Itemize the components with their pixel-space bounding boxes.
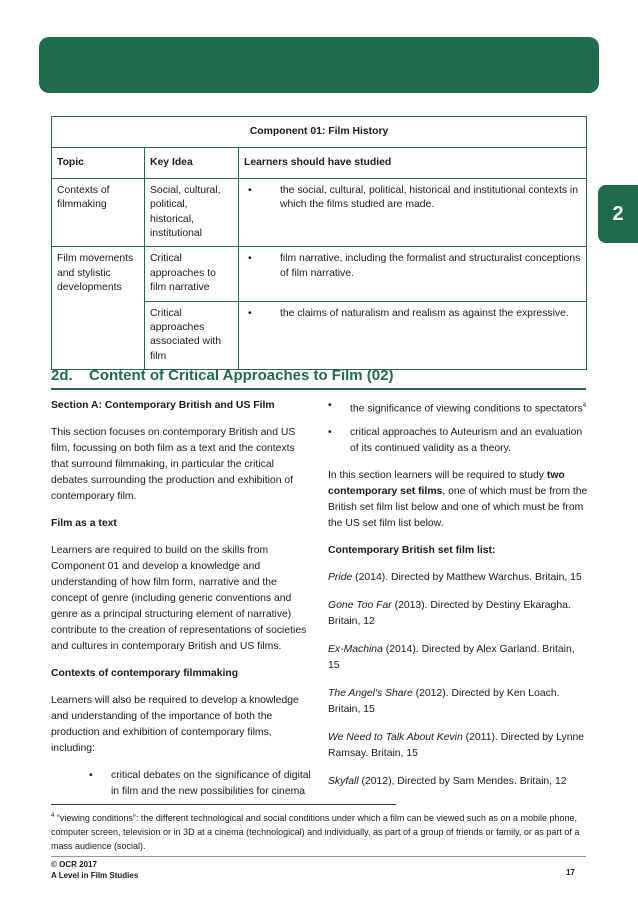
- section-number: 2d.: [51, 367, 73, 384]
- component-table: [51, 116, 587, 370]
- key-idea-cell: Social, cultural, political, historical, institutional: [145, 179, 239, 247]
- copyright: © OCR 2017: [51, 860, 97, 869]
- subheading: Film as a text: [51, 518, 117, 529]
- list-item-text: the significance of viewing conditions to spectators: [350, 403, 583, 415]
- text-run: , one of which must be from the British set film list below and one of which must be from the US set film list below.: [328, 486, 588, 530]
- list-item-text: critical approaches to Auteurism and an evaluation of its continued validity as a theory.: [350, 427, 583, 455]
- film-title: Skyfall: [328, 776, 359, 788]
- footnote: [51, 809, 586, 853]
- footnote-mark: 4: [51, 813, 55, 819]
- studied-text: film narrative, including the formalist and structuralist conceptions of film narrative.: [280, 253, 581, 279]
- film-title: Pride: [328, 572, 353, 584]
- film-title: We Need to Talk About Kevin: [328, 732, 463, 744]
- topic-cell: Film movements and stylistic developments: [52, 247, 145, 370]
- section-heading: [51, 367, 393, 384]
- film-details: (2014). Directed by Alex Garland. Britain, 15: [328, 644, 575, 672]
- paragraph: This section focuses on contemporary British and US film, focussing on both film as a text and the contexts that surround filmmaking, in particular the critical debates surrounding the production and exhibition of contemporary film.: [51, 427, 296, 502]
- footnote-text: “viewing conditions”: the different technological and social conditions under which a film can be viewed such as on a mobile phone, computer screen, television or in 3D at a cinema (technological) and individually, as part of a group of friends or family, or as part of a mass audience (social).: [51, 813, 580, 851]
- text-run: In this section learners will be required to study: [328, 470, 547, 482]
- table-row: [52, 179, 587, 247]
- table-header: Key Idea: [145, 148, 239, 179]
- document-title: A Level in Film Studies: [51, 871, 139, 880]
- table-caption: Component 01: Film History: [52, 117, 587, 148]
- right-column: [328, 398, 588, 802]
- paragraph: Learners will also be required to develop a knowledge and understanding of the importance of both the production and exhibition of contemporary films, including:: [51, 695, 299, 754]
- paragraph: [328, 468, 588, 532]
- paragraph: Learners are required to build on the skills from Component 01 and develop a knowledge and understanding of how film form, narrative and the concept of genre (including generic conventions and genre as a principal structuring element of narrative) contribute to the creation of representations of societies and cultures in contemporary British and US films.: [51, 545, 307, 652]
- film-entry: [328, 598, 588, 630]
- bullet: •: [248, 253, 252, 265]
- film-details: (2011). Directed by Lynne Ramsay. Britain, 15: [328, 732, 585, 760]
- list-item: [328, 398, 588, 417]
- subheading: Contemporary British set film list:: [328, 545, 496, 557]
- footnote-divider: [51, 804, 396, 805]
- film-entry: [328, 774, 588, 790]
- footer-info: [51, 859, 138, 881]
- film-details: (2014). Directed by Matthew Warchus. Britain, 15: [352, 572, 582, 584]
- studied-cell: [239, 179, 587, 247]
- studied-cell: [239, 301, 587, 369]
- page-number: 17: [566, 868, 575, 877]
- header-band: [39, 37, 599, 93]
- film-title: The Angel's Share: [328, 688, 413, 700]
- key-idea-cell: Critical approaches to film narrative: [145, 247, 239, 301]
- film-entry: [328, 686, 588, 718]
- film-entry: [328, 730, 588, 762]
- studied-cell: [239, 247, 587, 301]
- bullet: •: [328, 427, 332, 439]
- table-header: Topic: [52, 148, 145, 179]
- table-row: [52, 247, 587, 301]
- film-details: (2012), Directed by Sam Mendes. Britain, 12: [358, 776, 567, 788]
- film-details: (2013). Directed by Destiny Ekaragha. Britain, 12: [328, 600, 571, 628]
- subheading: Contexts of contemporary filmmaking: [51, 668, 239, 679]
- section-title: Content of Critical Approaches to Film (02): [89, 367, 394, 384]
- list-item: [328, 425, 588, 457]
- table-header: Learners should have studied: [239, 148, 587, 179]
- film-title: Ex-Machina: [328, 644, 383, 656]
- bullet: •: [248, 185, 252, 196]
- section-tab[interactable]: 2: [598, 185, 638, 243]
- studied-text: the claims of naturalism and realism as against the expressive.: [280, 307, 569, 319]
- subheading: Section A: Contemporary British and US Film: [51, 400, 275, 411]
- text-run-bold: two contemporary set films: [328, 470, 565, 498]
- list-item: [51, 768, 311, 800]
- list-item-text: critical debates on the significance of digital in film and the new possibilities for cinema: [111, 770, 311, 797]
- film-entry: [328, 570, 588, 586]
- bullet: •: [89, 770, 93, 781]
- film-title: Gone Too Far: [328, 600, 392, 612]
- footnote-ref[interactable]: 4: [582, 403, 587, 409]
- footer-divider: [51, 856, 586, 857]
- film-details: (2012). Directed by Ken Loach. Britain, 15: [328, 688, 560, 716]
- film-entry: [328, 642, 588, 674]
- studied-text: the social, cultural, political, historical and institutional contexts in which the films studied are made.: [280, 185, 579, 211]
- bullet: •: [248, 307, 252, 319]
- topic-cell: Contexts of filmmaking: [52, 179, 145, 247]
- bullet: •: [328, 400, 332, 411]
- left-column: [51, 398, 311, 808]
- key-idea-cell: Critical approaches associated with film: [145, 301, 239, 369]
- section-divider: [51, 388, 586, 390]
